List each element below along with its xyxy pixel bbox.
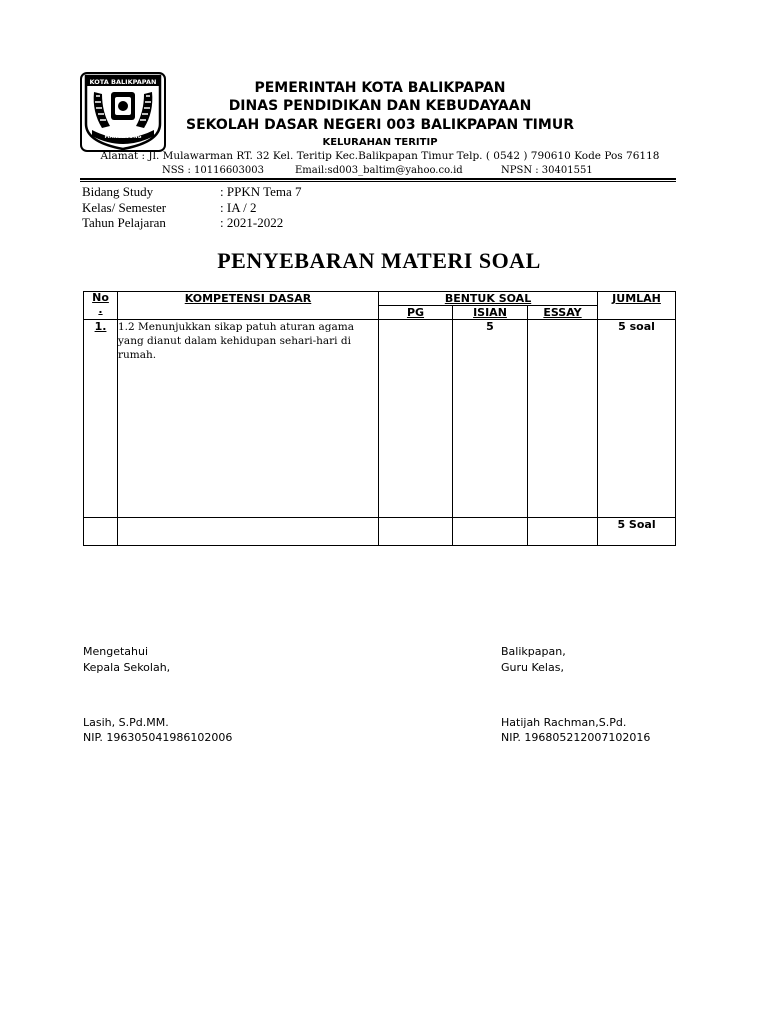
table-total-row	[84, 518, 676, 546]
header-npsn: NPSN : 30401551	[501, 165, 593, 176]
page-title: PENYEBARAN MATERI SOAL	[217, 248, 541, 273]
row-pg	[379, 320, 453, 518]
total-isian-cell	[453, 518, 528, 546]
header-divider-thick	[80, 178, 676, 180]
col-no-label: No	[92, 291, 109, 304]
row-no: 1.	[84, 320, 118, 518]
tahun-label: Tahun Pelajaran	[82, 215, 166, 230]
logo-text-top: KOTA BALIKPAPAN	[89, 78, 157, 86]
sig-left-nip: NIP. 196305041986102006	[83, 731, 233, 744]
col-bentuk-header: BENTUK SOAL	[379, 292, 598, 306]
sig-right-place: Balikpapan,	[501, 645, 566, 658]
bidang-label: Bidang Study	[82, 184, 154, 199]
col-kd-header: KOMPETENSI DASAR	[118, 292, 379, 320]
sig-right-role: Guru Kelas,	[501, 661, 564, 674]
sig-left-role: Kepala Sekolah,	[83, 661, 171, 674]
total-essay-cell	[528, 518, 598, 546]
col-isian-header: ISIAN	[453, 306, 528, 320]
total-pg-cell	[379, 518, 453, 546]
row-jumlah: 5 soal	[598, 320, 676, 518]
table-header-row	[84, 292, 676, 306]
row-kompetensi: 1.2 Menunjukkan sikap patuh aturan agama yang dianut dalam kehidupan sehari-hari di rumah.	[118, 320, 379, 518]
bidang-value: : PPKN Tema 7	[220, 184, 302, 199]
table-row	[84, 320, 676, 518]
header-email: Email:sd003_baltim@yahoo.co.id	[295, 165, 463, 176]
col-pg-header: PG	[379, 306, 453, 320]
materi-table	[83, 291, 676, 546]
header-address: Alamat : Jl. Mulawarman RT. 32 Kel. Teritip Kec.Balikpapan Timur Telp. ( 0542 ) 790610 Kode Pos 76118	[100, 150, 660, 162]
row-isian: 5	[453, 320, 528, 518]
col-no-dot: .	[98, 303, 103, 316]
total-jumlah: 5 Soal	[598, 518, 676, 546]
col-no-header	[84, 292, 118, 320]
sig-right-nip: NIP. 196805212007102016	[501, 731, 651, 744]
total-kd-cell	[118, 518, 379, 546]
kelas-label: Kelas/ Semester	[82, 200, 167, 215]
col-essay-header: ESSAY	[528, 306, 598, 320]
sig-left-name: Lasih, S.Pd.MM.	[83, 716, 169, 729]
col-jumlah-header: JUMLAH	[598, 292, 676, 320]
row-essay	[528, 320, 598, 518]
header-government: PEMERINTAH KOTA BALIKPAPAN	[254, 80, 506, 96]
tahun-value: : 2021-2022	[220, 215, 284, 230]
header-kelurahan: KELURAHAN TERITIP	[322, 137, 438, 148]
sig-left-mengetahui: Mengetahui	[83, 645, 149, 658]
kelas-value: : IA / 2	[220, 200, 257, 215]
city-emblem-logo	[80, 72, 166, 152]
header-department: DINAS PENDIDIKAN DAN KEBUDAYAAN	[228, 98, 532, 114]
sig-right-name: Hatijah Rachman,S.Pd.	[501, 716, 627, 729]
header-school: SEKOLAH DASAR NEGERI 003 BALIKPAPAN TIMUR	[186, 117, 574, 133]
header-divider-thin	[80, 181, 676, 182]
total-no-cell	[84, 518, 118, 546]
header-nss: NSS : 10116603003	[162, 165, 264, 176]
logo-text-bottom: MANUNTUNG	[104, 134, 142, 140]
